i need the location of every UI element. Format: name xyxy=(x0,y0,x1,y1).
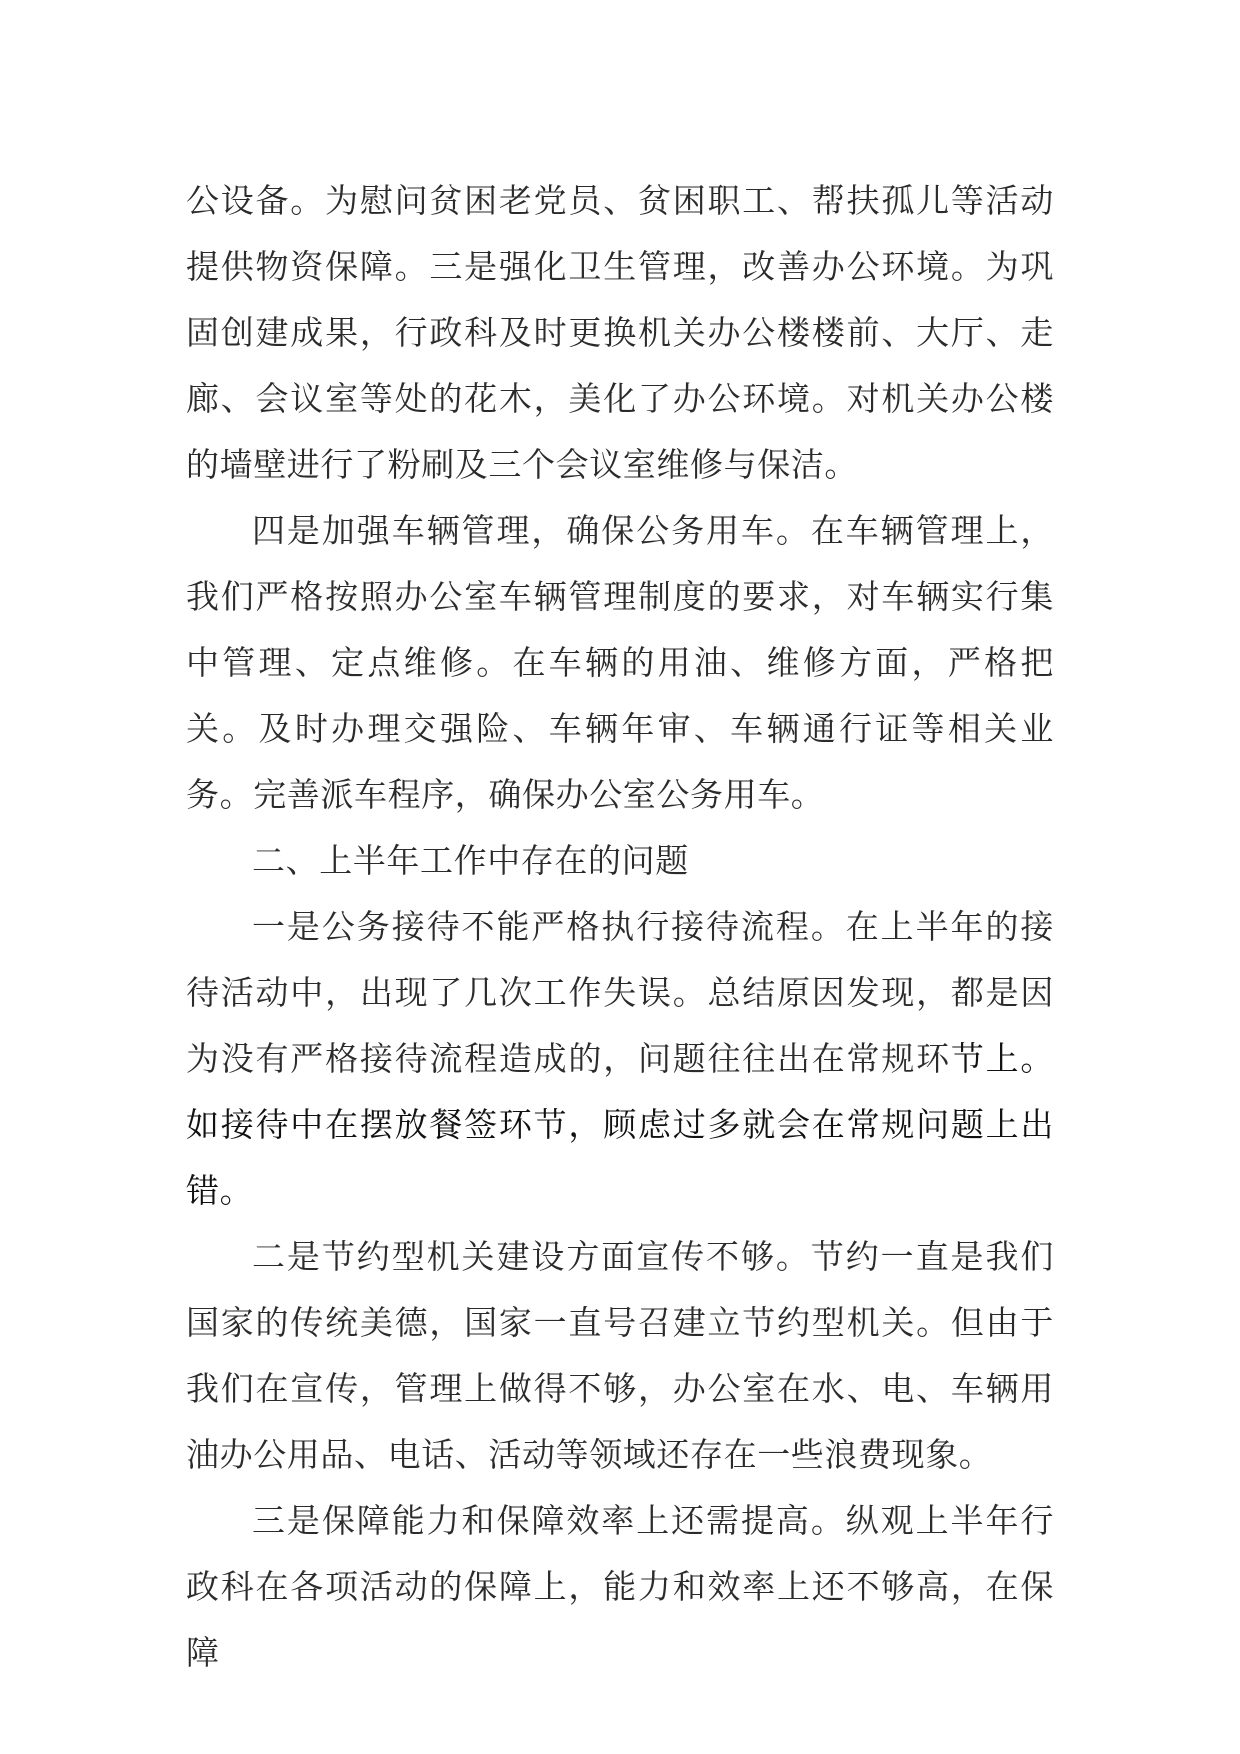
paragraph-reception-process-text: 一是公务接待不能严格执行接待流程。在上半年的接待活动中，出现了几次工作失误。总结原因发现，都是因为没有严格接待流程造成的，问题往往出在常规环 xyxy=(186,907,1054,1078)
paragraph-reception-process-emphasis: 节上。如接待中在摆放餐签环节，顾虑过多就会在常规问题上出错。 xyxy=(186,1039,1054,1210)
paragraph-vehicle-management: 四是加强车辆管理，确保公务用车。在车辆管理上，我们严格按照办公室车辆管理制度的要求，对车辆实行集中管理、定点维修。在车辆的用油、维修方面，严格把关。及时办理交强险、车辆年审、车辆通行证等相关业务。完善派车程序，确保办公室公务用车。 xyxy=(186,511,1054,814)
paragraph-support-capacity: 三是保障能力和保障效率上还需提高。纵观上半年行政科在各项活动的保障上，能力和效率上还不够高，在保障 xyxy=(186,1501,1054,1672)
paragraph-reception-process xyxy=(186,894,1054,1224)
paragraph-office-equipment: 公设备。为慰问贫困老党员、贫困职工、帮扶孤儿等活动提供物资保障。三是强化卫生管理，改善办公环境。为巩固创建成果，行政科及时更换机关办公楼楼前、大厅、走廊、会议室等处的花木，美化了办公环境。对机关办公楼的墙壁进行了粉刷及三个会议室维修与保洁。 xyxy=(186,181,1054,484)
paragraph-frugal-publicity: 二是节约型机关建设方面宣传不够。节约一直是我们国家的传统美德，国家一直号召建立节约型机关。但由于我们在宣传，管理上做得不够，办公室在水、电、车辆用油办公用品、电话、活动等领域还存在一些浪费现象。 xyxy=(186,1237,1054,1474)
section-heading-problems: 二、上半年工作中存在的问题 xyxy=(252,841,689,880)
document-body xyxy=(186,168,1054,1686)
